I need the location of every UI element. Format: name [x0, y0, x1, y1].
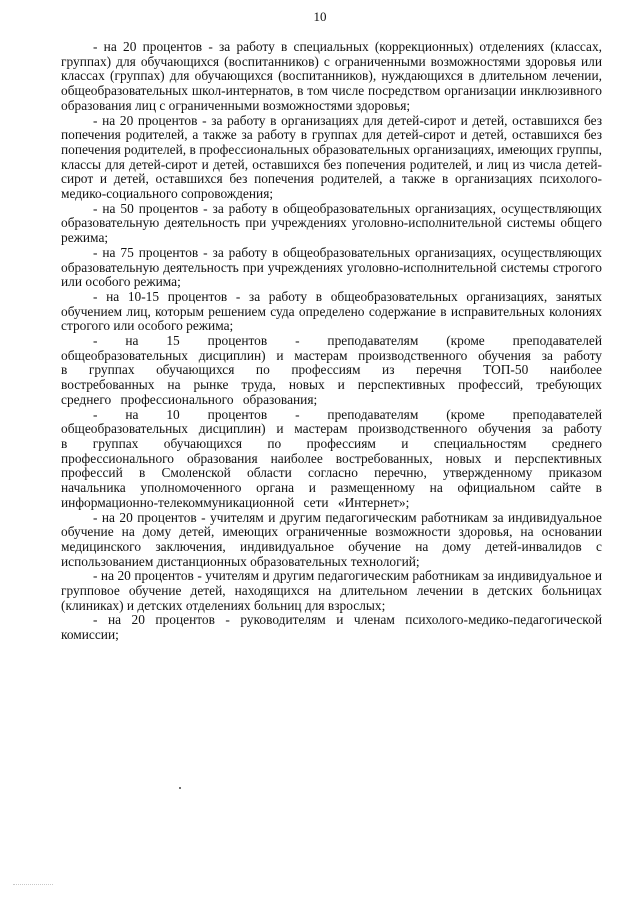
paragraph-orphan-organizations: - на 20 процентов - за работу в организациях для детей-сирот и детей, оставшихся без попечения родителей, а также за работу в группах для детей-сирот и детей, оставшихся без попечения родителей, в профессиональных образовательных организациях, имеющих группы, классы для детей-сирот и детей, оставшихся без попечения родителей, и лиц из числа детей-сирот и детей, оставшихся без попечения родителей, а также в организациях психолого-медико-социального сопровождения;	[61, 112, 602, 202]
paragraph-smolensk-professions: - на 10 процентов - преподавателям (кроме преподавателей общеобразовательных дисциплин) и мастерам производственного обучения за работу в группах обучающихся по профессиям и специальностям среднего профессионального образования наиболее востребованных, новых и перспективных профессий в Смоленской области согласно перечню, утвержденному приказом начальника уполномоченного органа и размещенному на официальном сайте в информационно-телекоммуникационной сети «Интернет»;	[61, 406, 602, 510]
paragraph-home-education: - на 20 процентов - учителям и другим педагогическим работникам за индивидуальное обучение на дому детей, имеющих ограниченные возможности здоровья, на основании медицинского заключения, индивидуальное обучение на дому детей-инвалидов с использованием дистанционных образовательных технологий;	[61, 509, 602, 569]
paragraph-hospital-education: - на 20 процентов - учителям и другим педагогическим работникам за индивидуальное и групповое обучение детей, находящихся на длительном лечении в детских больницах (клиниках) и детских отделениях больниц для взрослых;	[61, 568, 602, 613]
paragraph-penal-colonies: - на 10-15 процентов - за работу в общеобразовательных организациях, занятых обучением лиц, которым решением суда определено содержание в исправительных колониях строгого или особого режима;	[61, 288, 602, 334]
scan-speck	[179, 787, 181, 789]
scan-footer-mark	[13, 884, 53, 886]
paragraph-pmpk-commission: - на 20 процентов - руководителям и членам психолого-медико-педагогической комиссии;	[61, 612, 602, 643]
paragraph-strict-regime: - на 75 процентов - за работу в общеобразовательных организациях, осуществляющих образовательную деятельность при учреждениях уголовно-исполнительной системы строгого или особого режима;	[61, 244, 602, 290]
paragraph-top-50-professions: - на 15 процентов - преподавателям (кроме преподавателей общеобразовательных дисциплин) и мастерам производственного обучения за работу в группах обучающихся по профессиям из перечня ТОП-50 наиболее востребованных на рынке труда, новых и перспективных профессий, требующих среднего профессионального образования;	[61, 333, 602, 407]
document-body	[61, 40, 602, 643]
paragraph-correctional-classes: - на 20 процентов - за работу в специальных (коррекционных) отделениях (классах, группах) для обучающихся (воспитанников) с ограниченными возможностями здоровья или классах (группах) для обучающихся (воспитанников), нуждающихся в длительном лечении, общеобразовательных школ-интернатов, в том числе посредством организации инклюзивного образования лиц с ограниченными возможностями здоровья;	[61, 39, 602, 113]
paragraph-general-regime: - на 50 процентов - за работу в общеобразовательных организациях, осуществляющих образовательную деятельность при учреждениях уголовно-исполнительной системы общего режима;	[61, 200, 602, 246]
page-number: 10	[313, 9, 327, 24]
